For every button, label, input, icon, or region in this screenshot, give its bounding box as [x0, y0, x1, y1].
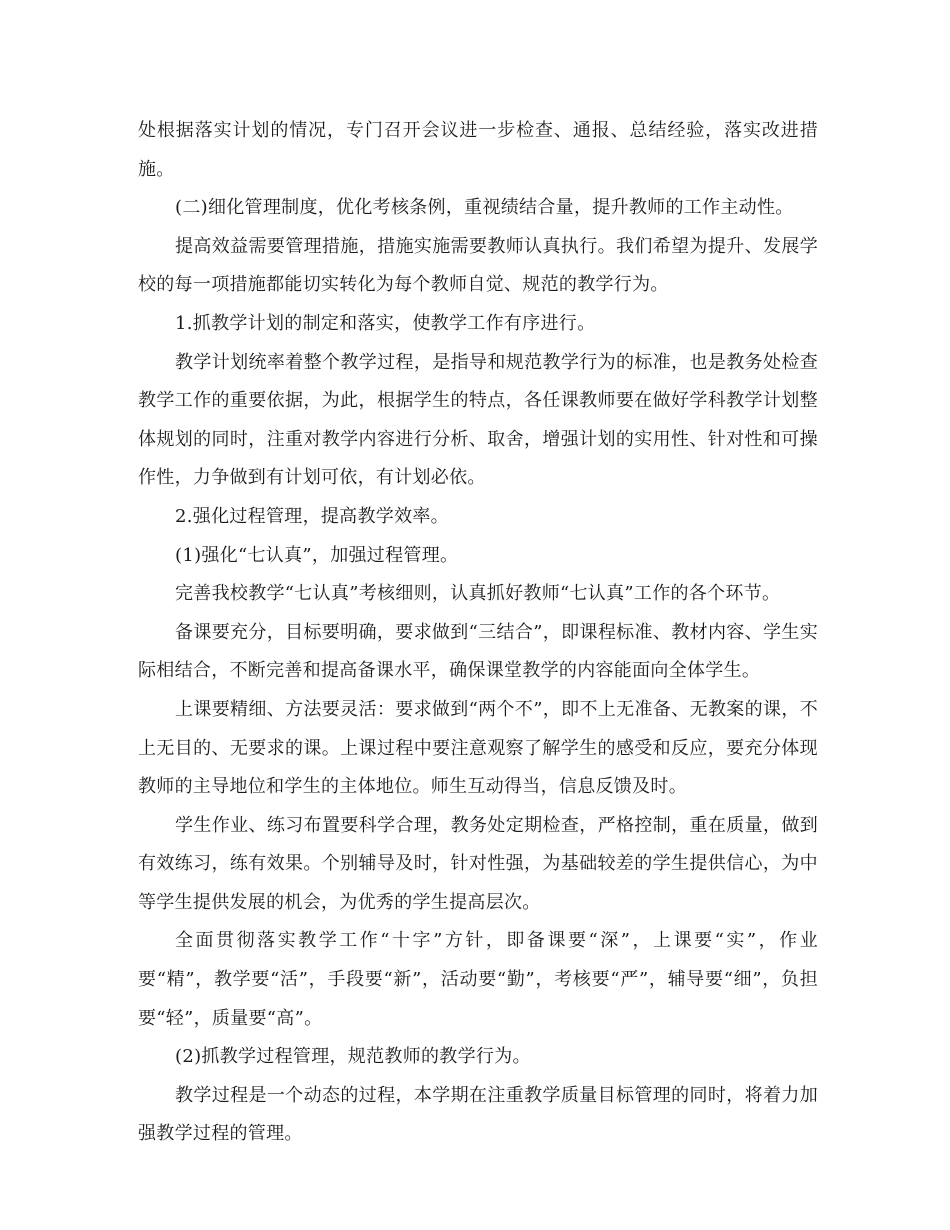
paragraph: 全面贯彻落实教学工作“十字”方针，即备课要“深”，上课要“实”，作业要“精”，教学要“活”，手段要“新”，活动要“勤”，考核要“严”，辅导要“细”，负担要“轻”，质量要“高”。 [138, 930, 818, 1029]
subsection-heading-1: 1.抓教学计划的制定和落实，使教学工作有序进行。 [175, 312, 596, 334]
paragraph: 教学过程是一个动态的过程，本学期在注重教学质量目标管理的同时，将着力加强教学过程的管理。 [138, 1084, 818, 1145]
paragraph: 教学计划统率着整个教学过程，是指导和规范教学行为的标准，也是教务处检查教学工作的重要依据，为此，根据学生的特点，各任课教师要在做好学科教学计划整体规划的同时，注重对教学内容进行分析、取舍，增强计划的实用性、针对性和可操作性，力争做到有计划可依，有计划必依。 [138, 351, 818, 489]
item-heading-1: (1)强化“七认真”，加强过程管理。 [175, 544, 459, 566]
item-heading-2: (2)抓教学过程管理，规范教师的教学行为。 [175, 1046, 531, 1068]
paragraph: 完善我校教学“七认真”考核细则，认真抓好教师“七认真”工作的各个环节。 [175, 583, 781, 605]
document-body [138, 112, 818, 1154]
paragraph: 上课要精细、方法要灵活：要求做到“两个不”，即不上无准备、无教案的课，不上无目的、无要求的课。上课过程中要注意观察了解学生的感受和反应，要充分体现教师的主导地位和学生的主体地位。师生互动得当，信息反馈及时。 [138, 698, 818, 798]
subsection-heading-2: 2.强化过程管理，提高教学效率。 [175, 505, 449, 527]
paragraph: 提高效益需要管理措施，措施实施需要教师认真执行。我们希望为提升、发展学校的每一项措施都能切实转化为每个教师自觉、规范的教学行为。 [138, 235, 818, 296]
paragraph-continuation: 处根据落实计划的情况，专门召开会议进一步检查、通报、总结经验，落实改进措施。 [138, 120, 818, 180]
paragraph: 学生作业、练习布置要科学合理，教务处定期检查，严格控制，重在质量，做到有效练习，练有效果。个别辅导及时，针对性强，为基础较差的学生提供信心，为中等学生提供发展的机会，为优秀的学生提高层次。 [138, 814, 818, 913]
section-heading-2: (二)细化管理制度，优化考核条例，重视绩结合量，提升教师的工作主动性。 [175, 197, 794, 219]
paragraph: 备课要充分，目标要明确，要求做到“三结合”，即课程标准、教材内容、学生实际相结合，不断完善和提高备课水平，确保课堂教学的内容能面向全体学生。 [138, 621, 818, 682]
